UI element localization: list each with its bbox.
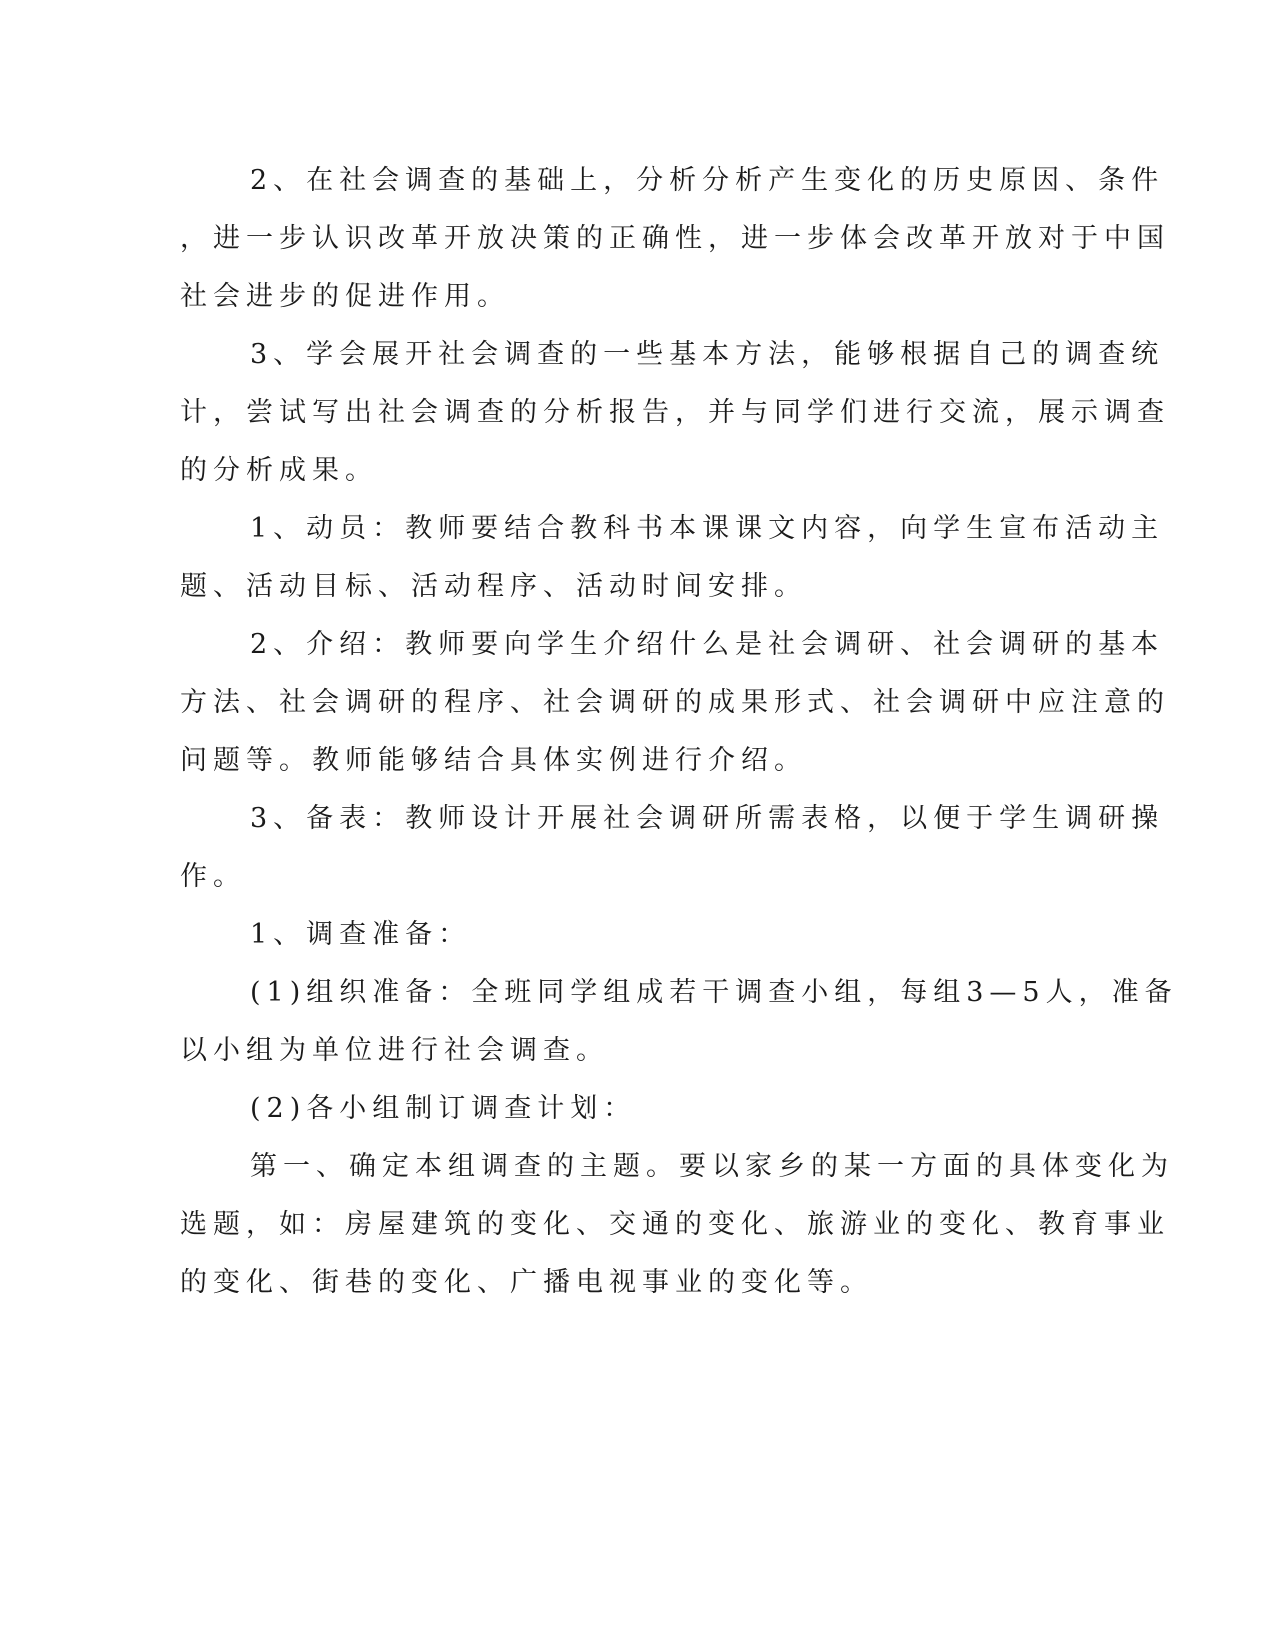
paragraph-line: 的变化、街巷的变化、广播电视事业的变化等。 — [180, 1267, 873, 1298]
paragraph-line: 的分析成果。 — [180, 455, 378, 486]
paragraph-survey-plan — [180, 1080, 1050, 1138]
paragraph-line: 社会进步的促进作用。 — [180, 281, 510, 312]
paragraph-line: 方法、社会调研的程序、社会调研的成果形式、社会调研中应注意的 — [180, 687, 1170, 718]
paragraph-survey-prep — [180, 906, 1050, 964]
paragraph-line: (2)各小组制订调查计划： — [250, 1093, 637, 1124]
paragraph-objective-2 — [180, 152, 1170, 326]
paragraph-organization — [180, 964, 1178, 1080]
paragraph-line: 第一、确定本组调查的主题。要以家乡的某一方面的具体变化为 — [250, 1151, 1174, 1182]
paragraph-line: 3、学会展开社会调查的一些基本方法，能够根据自己的调查统 — [250, 339, 1165, 370]
paragraph-line: 3、备表：教师设计开展社会调研所需表格，以便于学生调研操 — [250, 803, 1165, 834]
paragraph-line: 2、介绍：教师要向学生介绍什么是社会调研、社会调研的基本 — [250, 629, 1165, 660]
paragraph-mobilization — [180, 500, 1165, 616]
paragraph-objective-3 — [180, 326, 1170, 500]
paragraph-line: 计，尝试写出社会调查的分析报告，并与同学们进行交流，展示调查 — [180, 397, 1170, 428]
paragraph-line: 选题，如：房屋建筑的变化、交通的变化、旅游业的变化、教育事业 — [180, 1209, 1170, 1240]
paragraph-line: 1、动员：教师要结合教科书本课课文内容，向学生宣布活动主 — [250, 513, 1165, 544]
paragraph-line: 题、活动目标、活动程序、活动时间安排。 — [180, 571, 807, 602]
paragraph-line: 1、调查准备： — [250, 919, 472, 950]
document-body — [180, 152, 1178, 1312]
paragraph-prepare-forms — [180, 790, 1165, 906]
paragraph-line: 以小组为单位进行社会调查。 — [180, 1035, 609, 1066]
paragraph-line: 作。 — [180, 861, 246, 892]
paragraph-line: ，进一步认识改革开放决策的正确性，进一步体会改革开放对于中国 — [180, 223, 1170, 254]
paragraph-line: 2、在社会调查的基础上，分析分析产生变化的历史原因、条件 — [250, 165, 1165, 196]
paragraph-topic — [180, 1138, 1174, 1312]
paragraph-line: 问题等。教师能够结合具体实例进行介绍。 — [180, 745, 807, 776]
paragraph-introduction — [180, 616, 1170, 790]
paragraph-line: (1)组织准备：全班同学组成若干调查小组，每组3—5人，准备 — [250, 977, 1178, 1008]
